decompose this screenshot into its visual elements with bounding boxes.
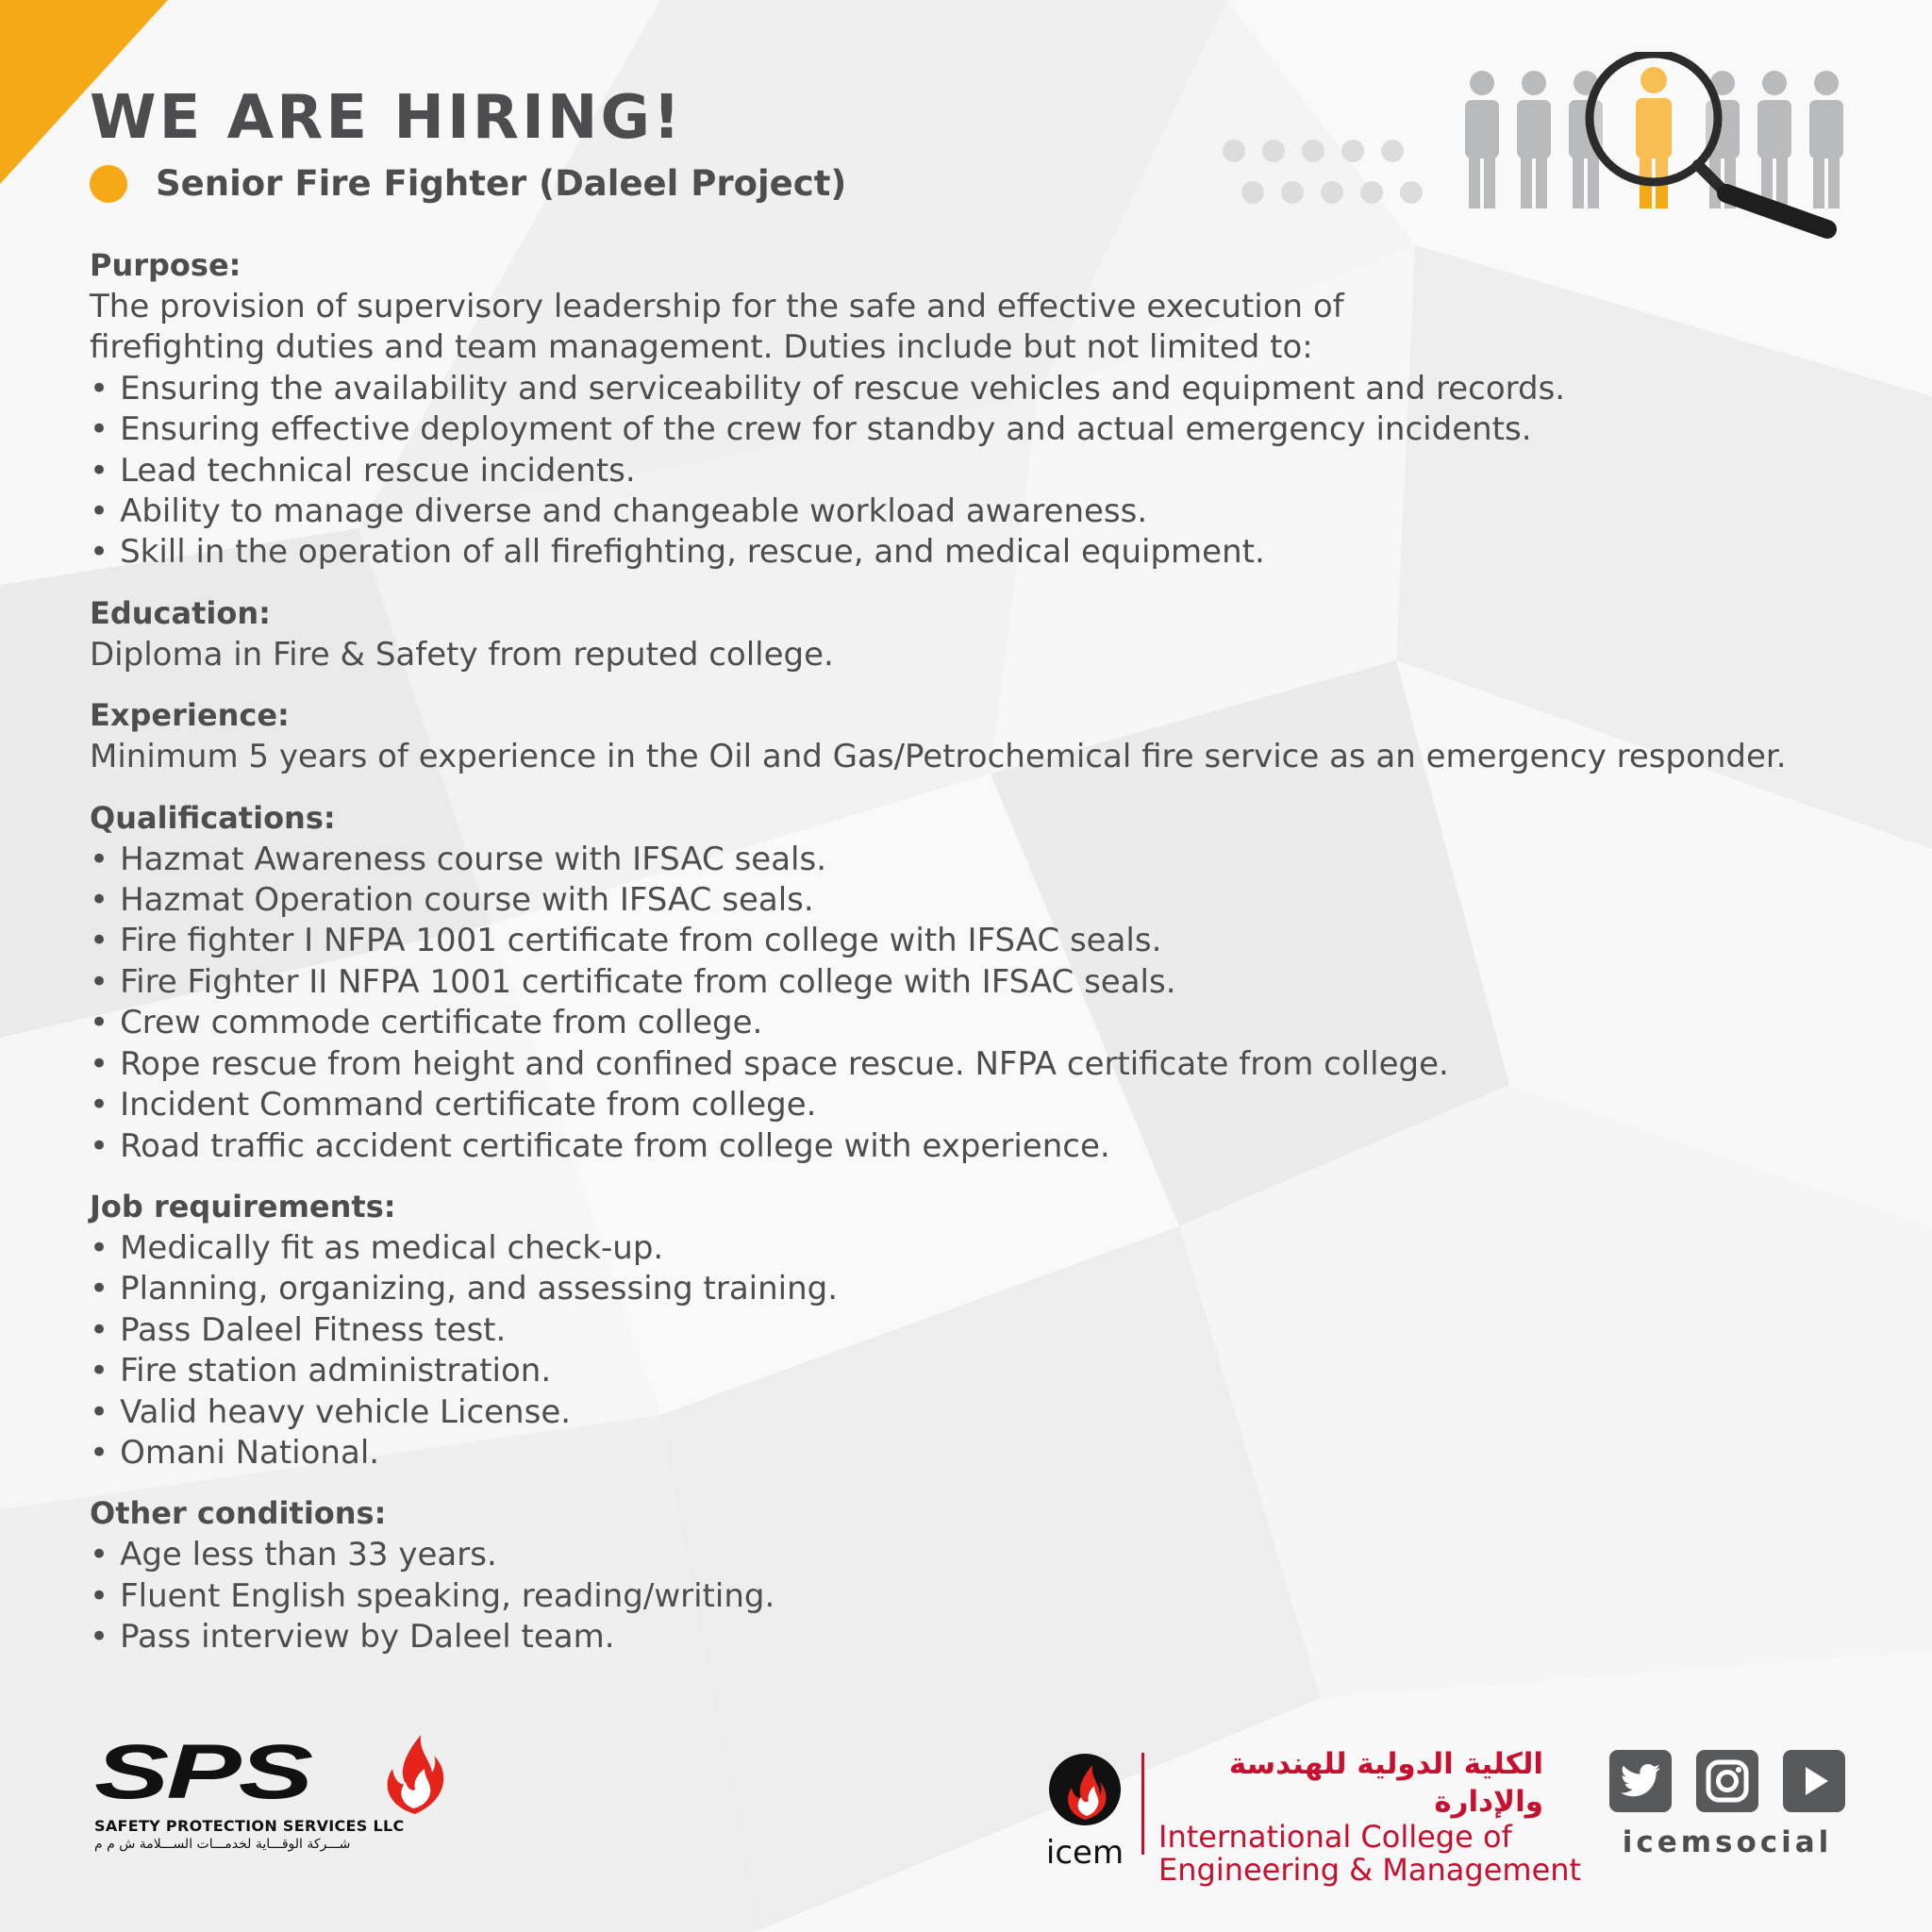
list-item: • Ability to manage diverse and changeable workload awareness. <box>90 491 1863 532</box>
list-item: • Planning, organizing, and assessing training. <box>90 1269 1863 1309</box>
social-handle[interactable]: icemsocial <box>1622 1825 1833 1859</box>
list-item: • Fire station administration. <box>90 1351 1863 1391</box>
icem-college-name <box>1158 1745 1581 1887</box>
icem-logo <box>1038 1750 1132 1872</box>
list-item: • Hazmat Awareness course with IFSAC seals. <box>90 840 1863 880</box>
list-item: • Ensuring the availability and serviceability of rescue vehicles and equipment and records. <box>90 369 1863 409</box>
experience-text: Minimum 5 years of experience in the Oil and Gas/Petrochemical fire service as an emergency responder. <box>90 738 1787 776</box>
list-item: • Crew commode certificate from college. <box>90 1003 1863 1043</box>
conditions-list <box>90 1535 1863 1657</box>
sps-company-name: SAFETY PROTECTION SERVICES LLC <box>94 1817 405 1835</box>
list-item: • Fire Fighter II NFPA 1001 certificate from college with IFSAC seals. <box>90 962 1863 1003</box>
icem-name-line1: International College of <box>1158 1819 1512 1855</box>
instagram-icon[interactable] <box>1696 1750 1758 1812</box>
purpose-section <box>90 243 1863 574</box>
list-item: • Rope rescue from height and confined space rescue. NFPA certificate from college. <box>90 1044 1863 1085</box>
purpose-line: The provision of supervisory leadership for the safe and effective execution of <box>90 288 1344 325</box>
list-item: • Road traffic accident certificate from college with experience. <box>90 1126 1863 1167</box>
requirements-list <box>90 1228 1863 1474</box>
icem-emblem-icon <box>1045 1750 1124 1829</box>
hiring-illustration <box>1212 52 1854 259</box>
dots-decoration-icon <box>1223 140 1423 204</box>
list-item: • Hazmat Operation course with IFSAC seals. <box>90 880 1863 921</box>
list-item: • Valid heavy vehicle License. <box>90 1392 1863 1433</box>
list-item: • Ensuring effective deployment of the crew for standby and actual emergency incidents. <box>90 409 1863 450</box>
list-item: • Omani National. <box>90 1433 1863 1474</box>
qualifications-title: Qualifications: <box>90 799 336 836</box>
sps-logo-text: SPS <box>94 1729 311 1815</box>
magnifying-glass-icon <box>1590 54 1827 229</box>
duties-list <box>90 369 1863 574</box>
twitter-icon[interactable] <box>1609 1750 1672 1812</box>
qualifications-section <box>90 796 1863 1167</box>
list-item: • Age less than 33 years. <box>90 1535 1863 1575</box>
requirements-title: Job requirements: <box>90 1188 396 1224</box>
requirements-section <box>90 1185 1863 1474</box>
divider <box>1141 1753 1144 1855</box>
list-item: • Lead technical rescue incidents. <box>90 451 1863 491</box>
youtube-icon[interactable] <box>1783 1750 1845 1812</box>
education-title: Education: <box>90 594 271 631</box>
list-item: • Fluent English speaking, reading/writing. <box>90 1576 1863 1617</box>
social-icons <box>1609 1750 1845 1812</box>
icem-name-line2: Engineering & Management <box>1158 1852 1582 1888</box>
qualifications-list <box>90 840 1863 1167</box>
job-title-row <box>90 163 846 204</box>
education-text: Diploma in Fire & Safety from reputed college. <box>90 635 834 674</box>
list-item: • Pass interview by Daleel team. <box>90 1617 1863 1657</box>
list-item: • Incident Command certificate from college. <box>90 1085 1863 1125</box>
conditions-section <box>90 1491 1863 1657</box>
experience-title: Experience: <box>90 697 290 734</box>
icem-name-arabic: الكلية الدولية للهندسة والإدارة <box>1228 1747 1543 1819</box>
job-title: Senior Fire Fighter (Daleel Project) <box>156 163 847 204</box>
experience-section <box>90 693 1863 777</box>
list-item: • Fire fighter I NFPA 1001 certificate from college with IFSAC seals. <box>90 921 1863 961</box>
headline: WE ARE HIRING! <box>90 83 684 153</box>
job-details <box>90 243 1863 1676</box>
purpose-line: firefighting duties and team management. Duties include but not limited to: <box>90 328 1313 367</box>
education-section <box>90 591 1863 675</box>
sps-company-name-arabic: شـــركة الوقـــاية لخدمـــات الســـلامة ش م م <box>94 1837 351 1852</box>
icem-logo-text: icem <box>1045 1834 1124 1872</box>
list-item: • Skill in the operation of all firefighting, rescue, and medical equipment. <box>90 532 1863 573</box>
sps-logo <box>94 1729 405 1852</box>
bullet-dot-icon <box>90 165 127 203</box>
list-item: • Medically fit as medical check-up. <box>90 1228 1863 1269</box>
purpose-title: Purpose: <box>90 247 242 283</box>
flame-icon <box>377 1731 453 1816</box>
social-links <box>1609 1750 1845 1859</box>
list-item: • Pass Daleel Fitness test. <box>90 1310 1863 1351</box>
conditions-title: Other conditions: <box>90 1495 387 1532</box>
